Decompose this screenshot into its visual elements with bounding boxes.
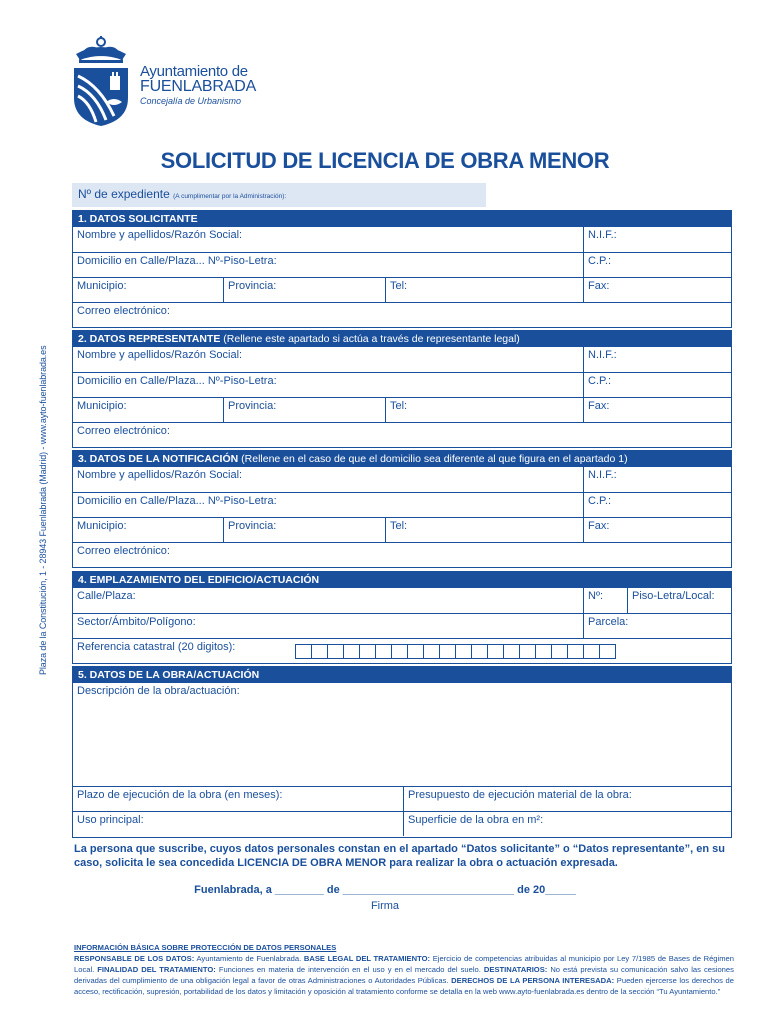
s2-domicilio-field[interactable]: Domicilio en Calle/Plaza... Nº-Piso-Letra: [77, 375, 277, 387]
section-datos-representante [72, 330, 732, 448]
s5-superficie-field[interactable]: Superficie de la obra en m²: [403, 812, 731, 836]
referencia-digit-box[interactable] [311, 644, 328, 659]
section-datos-solicitante [72, 210, 732, 328]
privacy-notice [74, 942, 734, 997]
s2-tel-field[interactable]: Tel: [385, 398, 583, 422]
s1-cp-field[interactable]: C.P.: [583, 253, 731, 277]
s1-fax-field[interactable]: Fax: [583, 278, 731, 302]
s2-municipio-field[interactable]: Municipio: [77, 400, 127, 412]
referencia-digit-box[interactable] [471, 644, 488, 659]
s4-parcela-field[interactable]: Parcela: [583, 614, 731, 638]
referencia-digit-box[interactable] [327, 644, 344, 659]
s3-nombre-field[interactable]: Nombre y apellidos/Razón Social: [77, 469, 243, 481]
s4-referencia-label: Referencia catastral (20 digitos): [77, 641, 236, 653]
referencia-digit-box[interactable] [407, 644, 424, 659]
s4-piso-field[interactable]: Piso-Letra/Local: [627, 588, 731, 613]
privacy-finalidad-label: FINALIDAD DEL TRATAMIENTO: [97, 965, 216, 974]
section-5-title: 5. DATOS DE LA OBRA/ACTUACIÓN [73, 667, 731, 683]
referencia-digit-box[interactable] [423, 644, 440, 659]
privacy-derechos-text: Pueden ejercerse los derechos de acceso, rectificación, supresión, portabilidad de los datos y limitación y oposición al tratamiento conforme se detalla en la web www.ayto-fuenlabrada.es dentro de la sección “Tu Ayuntamiento.” [74, 976, 734, 996]
s5-descripcion-field[interactable]: Descripción de la obra/actuación: [77, 685, 240, 697]
privacy-base-text: Ejercicio de competencias atribuidas al municipio por Ley 7/1985 de Bases de Régimen Local. [74, 954, 734, 974]
fuenlabrada-crown-shield-logo [70, 36, 132, 128]
section-datos-notificacion [72, 450, 732, 568]
referencia-catastral-boxes[interactable] [295, 644, 615, 659]
privacy-responsable-text: Ayuntamiento de Fuenlabrada. [196, 954, 302, 963]
s1-nif-field[interactable]: N.I.F.: [583, 227, 731, 252]
referencia-digit-box[interactable] [343, 644, 360, 659]
privacy-finalidad-text: Funciones en materia de intervención en el uso y en el mercado del suelo. [218, 965, 481, 974]
referencia-digit-box[interactable] [439, 644, 456, 659]
referencia-digit-box[interactable] [455, 644, 472, 659]
org-department: Concejalía de Urbanismo [140, 96, 242, 106]
s1-municipio-field[interactable]: Municipio: [77, 280, 127, 292]
referencia-digit-box[interactable] [519, 644, 536, 659]
s1-correo-field[interactable]: Correo electrónico: [77, 305, 170, 317]
referencia-digit-box[interactable] [503, 644, 520, 659]
org-city: FUENLABRADA [140, 78, 257, 95]
section-2-title-text: 2. DATOS REPRESENTANTE [78, 333, 221, 345]
s3-nif-field[interactable]: N.I.F.: [583, 467, 731, 492]
s4-calle-field[interactable]: Calle/Plaza: [77, 590, 136, 602]
s3-cp-field[interactable]: C.P.: [583, 493, 731, 517]
declaration-text: La persona que suscribe, cuyos datos personales constan en el apartado “Datos solicitante” o “Datos representante”, en su caso, solicita le sea concedida LICENCIA DE OBRA MENOR para realizar la obra o actuación expresada. [74, 843, 726, 869]
s2-correo-field[interactable]: Correo electrónico: [77, 425, 170, 437]
referencia-digit-box[interactable] [391, 644, 408, 659]
s2-nombre-field[interactable]: Nombre y apellidos/Razón Social: [77, 349, 243, 361]
referencia-digit-box[interactable] [535, 644, 552, 659]
signature-label: Firma [370, 900, 400, 912]
s1-domicilio-field[interactable]: Domicilio en Calle/Plaza... Nº-Piso-Letra: [77, 255, 277, 267]
section-4-title: 4. EMPLAZAMIENTO DEL EDIFICIO/ACTUACIÓN [73, 572, 731, 588]
vertical-address: Plaza de la Constitución, 1 - 28943 Fuenlabrada (Madrid) - www.ayto-fuenlabrada.es [38, 345, 48, 675]
referencia-digit-box[interactable] [599, 644, 616, 659]
referencia-digit-box[interactable] [295, 644, 312, 659]
s2-fax-field[interactable]: Fax: [583, 398, 731, 422]
privacy-destinatarios-text: No está prevista su comunicación salvo las cesiones derivadas del cumplimiento de una obligación legal a favor de otras Administraciones o Autoridades Públicas. [74, 965, 734, 985]
privacy-destinatarios-label: DESTINATARIOS: [483, 965, 548, 974]
s3-correo-field[interactable]: Correo electrónico: [77, 545, 170, 557]
s5-plazo-field[interactable]: Plazo de ejecución de la obra (en meses): [77, 789, 283, 801]
s2-provincia-field[interactable]: Provincia: [223, 398, 385, 422]
s3-tel-field[interactable]: Tel: [385, 518, 583, 542]
s1-provincia-field[interactable]: Provincia: [223, 278, 385, 302]
referencia-digit-box[interactable] [375, 644, 392, 659]
s3-fax-field[interactable]: Fax: [583, 518, 731, 542]
s1-tel-field[interactable]: Tel: [385, 278, 583, 302]
s3-provincia-field[interactable]: Provincia: [223, 518, 385, 542]
s5-presupuesto-field[interactable]: Presupuesto de ejecución material de la obra: [403, 787, 731, 811]
s1-nombre-field[interactable]: Nombre y apellidos/Razón Social: [77, 229, 243, 241]
referencia-digit-box[interactable] [583, 644, 600, 659]
referencia-digit-box[interactable] [487, 644, 504, 659]
expediente-note: (A cumplimentar por la Administración): [173, 193, 287, 200]
expediente-label: Nº de expediente [78, 187, 170, 201]
section-3-title-text: 3. DATOS DE LA NOTIFICACIÓN [78, 453, 239, 465]
section-emplazamiento [72, 571, 732, 664]
section-1-title: 1. DATOS SOLICITANTE [73, 211, 731, 227]
privacy-responsable-label: RESPONSABLE DE LOS DATOS: [74, 954, 195, 963]
section-datos-obra [72, 666, 732, 838]
privacy-derechos-label: DERECHOS DE LA PERSONA INTERESADA: [451, 976, 615, 985]
section-3-title [73, 451, 731, 467]
s3-municipio-field[interactable]: Municipio: [77, 520, 127, 532]
section-3-note: (Rellene en el caso de que el domicilio sea diferente al que figura en el apartado 1) [241, 453, 628, 465]
page-title: SOLICITUD DE LICENCIA DE OBRA MENOR [160, 148, 610, 173]
s2-cp-field[interactable]: C.P.: [583, 373, 731, 397]
signature-date-line[interactable]: Fuenlabrada, a ________ de ____________________________ de 20_____ [194, 884, 576, 896]
referencia-digit-box[interactable] [567, 644, 584, 659]
privacy-base-label: BASE LEGAL DEL TRATAMIENTO: [303, 954, 431, 963]
expediente-field[interactable] [72, 183, 486, 207]
s3-domicilio-field[interactable]: Domicilio en Calle/Plaza... Nº-Piso-Letra: [77, 495, 277, 507]
s2-nif-field[interactable]: N.I.F.: [583, 347, 731, 372]
s4-numero-field[interactable]: Nº: [583, 588, 627, 613]
referencia-digit-box[interactable] [551, 644, 568, 659]
org-name: Ayuntamiento de [140, 63, 248, 80]
s5-uso-field[interactable]: Uso principal: [77, 814, 144, 826]
referencia-digit-box[interactable] [359, 644, 376, 659]
s4-sector-field[interactable]: Sector/Ámbito/Polígono: [77, 616, 196, 628]
section-2-note: (Rellene este apartado si actúa a través de representante legal) [223, 333, 520, 345]
section-2-title [73, 331, 731, 347]
privacy-title: INFORMACIÓN BÁSICA SOBRE PROTECCIÓN DE DATOS PERSONALES [74, 943, 337, 952]
